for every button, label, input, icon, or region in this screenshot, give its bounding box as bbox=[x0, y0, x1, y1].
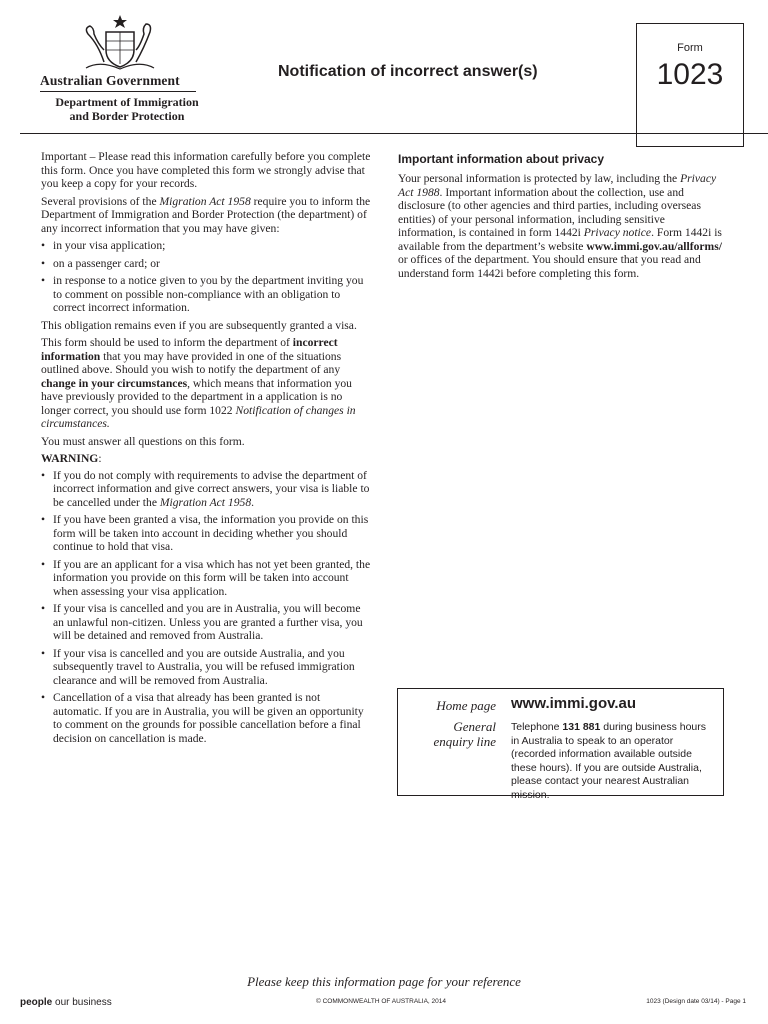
list-item: • Cancellation of a visa that already has been granted is not automatic. If you are in Australia, you will be given an opportunity to comment on the grounds for possible cancellation before a final decision on cancellation is made. bbox=[41, 691, 371, 745]
list-item: • If your visa is cancelled and you are outside Australia, and you subsequently travel to Australia, you will be refused immigration clearance and will be removed from Australia. bbox=[41, 647, 371, 688]
privacy-text-d: or offices of the department. You should ensure that you read and understand form 1442i before completing this form. bbox=[398, 253, 701, 280]
department-name bbox=[42, 95, 212, 123]
telephone-text-b: during business hours in Australia to speak to an operator (recorded information available outside these hours). If you are outside Australia, please contact your nearest Australian mission. bbox=[511, 721, 707, 801]
copyright-notice: © COMMONWEALTH OF AUSTRALIA, 2014 bbox=[316, 998, 446, 1005]
privacy-text-a: Your personal information is protected by law, including the bbox=[398, 172, 681, 185]
provisions-paragraph bbox=[41, 195, 371, 236]
brand-our-business: our business bbox=[52, 997, 112, 1008]
answer-all-paragraph: You must answer all questions on this form. bbox=[41, 434, 245, 448]
enquiry-label-line-1: General bbox=[453, 719, 496, 734]
given-list bbox=[41, 239, 371, 315]
warning-label: WARNING bbox=[41, 452, 99, 465]
important-information-column bbox=[41, 150, 371, 749]
department-line-2: and Border Protection bbox=[69, 109, 185, 123]
brand-people: people bbox=[20, 997, 53, 1008]
telephone-number: 131 881 bbox=[562, 721, 601, 733]
warning-1-text-a: If you do not comply with requirements to advise the department of incorrect information and give correct answers, your visa is liable to be cancelled under the bbox=[53, 468, 370, 509]
usage-text-c: , which means that information you have previously provided to the department in a application is no longer correct, you should use form 1022 bbox=[41, 376, 352, 417]
list-item: • on a passenger card; or bbox=[41, 257, 371, 271]
list-item bbox=[41, 469, 371, 510]
provisions-text-b: require you to inform the Department of Immigration and Border Protection (the department) of any incorrect information that you may have given: bbox=[41, 194, 371, 235]
telephone-text-a: Telephone bbox=[511, 721, 563, 733]
warning-heading bbox=[41, 452, 371, 466]
migration-act-ref: Migration Act 1958 bbox=[159, 194, 251, 208]
keep-page-note: Please keep this information page for your reference bbox=[247, 974, 521, 989]
warning-colon: : bbox=[98, 452, 102, 465]
usage-paragraph bbox=[41, 336, 371, 431]
government-name: Australian Government bbox=[40, 73, 180, 88]
contact-box bbox=[397, 688, 724, 801]
privacy-notice-ref: Privacy notice bbox=[583, 226, 652, 239]
warning-1-act-ref: Migration Act 1958 bbox=[159, 495, 252, 509]
allforms-link[interactable]: www.immi.gov.au/allforms/ bbox=[586, 239, 722, 253]
form-label: Form bbox=[677, 42, 703, 54]
government-name-rule bbox=[40, 91, 196, 92]
list-item: • in your visa application; bbox=[41, 239, 371, 253]
intro-paragraph: Important – Please read this information carefully before you complete this form. Once you have completed this form we strongly advise that you keep a copy for your records. bbox=[41, 150, 371, 190]
obligation-paragraph: This obligation remains even if you are subsequently granted a visa. bbox=[41, 318, 357, 332]
privacy-heading: Important information about privacy bbox=[398, 152, 605, 166]
change-circumstances-emphasis: change in your circumstances bbox=[41, 376, 188, 390]
list-item: • If your visa is cancelled and you are in Australia, you will become an unlawful non-citizen. Unless you are granted a further visa, you will be detained and removed from Australia. bbox=[41, 602, 371, 643]
form-1022-title: Notification of changes in circumstances. bbox=[41, 403, 356, 430]
incorrect-information-emphasis: incorrect information bbox=[41, 336, 338, 363]
home-page-label: Home page bbox=[436, 698, 496, 713]
warning-list bbox=[41, 469, 371, 746]
privacy-text-c: . Form 1442i is available from the department’s website bbox=[398, 226, 722, 253]
warning-1-text-b: . bbox=[251, 495, 255, 509]
privacy-text-b: . Important information about the collection, use and disclosure (to other agencies and third parties, including overseas entities) of your personal information, including sensitive information, is contained in form 1442i bbox=[398, 185, 701, 239]
enquiry-details bbox=[511, 721, 716, 802]
usage-text-a: This form should be used to inform the department of bbox=[41, 336, 293, 349]
provisions-text-a: Several provisions of the bbox=[41, 194, 160, 208]
coat-of-arms-icon bbox=[80, 14, 160, 72]
privacy-paragraph bbox=[398, 172, 723, 280]
page-reference: 1023 (Design date 03/14) - Page 1 bbox=[646, 998, 746, 1005]
list-item: • in response to a notice given to you by the department inviting you to comment on possible non-compliance with an obligation to correct incorrect information. bbox=[41, 274, 371, 315]
list-item: • If you have been granted a visa, the information you provide on this form will be taken into account in deciding whether you should continue to hold that visa. bbox=[41, 513, 371, 554]
privacy-act-ref: Privacy Act 1988 bbox=[398, 172, 717, 199]
list-item: • If you are an applicant for a visa which has not yet been granted, the information you provide on this form will be taken into account when assessing your visa application. bbox=[41, 558, 371, 599]
privacy-section bbox=[398, 152, 723, 280]
header-divider bbox=[20, 133, 768, 134]
form-number: 1023 bbox=[656, 58, 724, 91]
enquiry-label-line-2: enquiry line bbox=[433, 734, 496, 749]
department-line-1: Department of Immigration bbox=[55, 95, 199, 109]
form-number-box bbox=[636, 23, 744, 147]
usage-text-b: that you may have provided in one of the situations outlined above. Should you wish to notify the department of any bbox=[41, 349, 342, 376]
home-page-link[interactable]: www.immi.gov.au bbox=[511, 695, 637, 712]
enquiry-line-label bbox=[398, 719, 496, 749]
page-title: Notification of incorrect answer(s) bbox=[278, 63, 538, 80]
footer-brand bbox=[20, 997, 112, 1008]
